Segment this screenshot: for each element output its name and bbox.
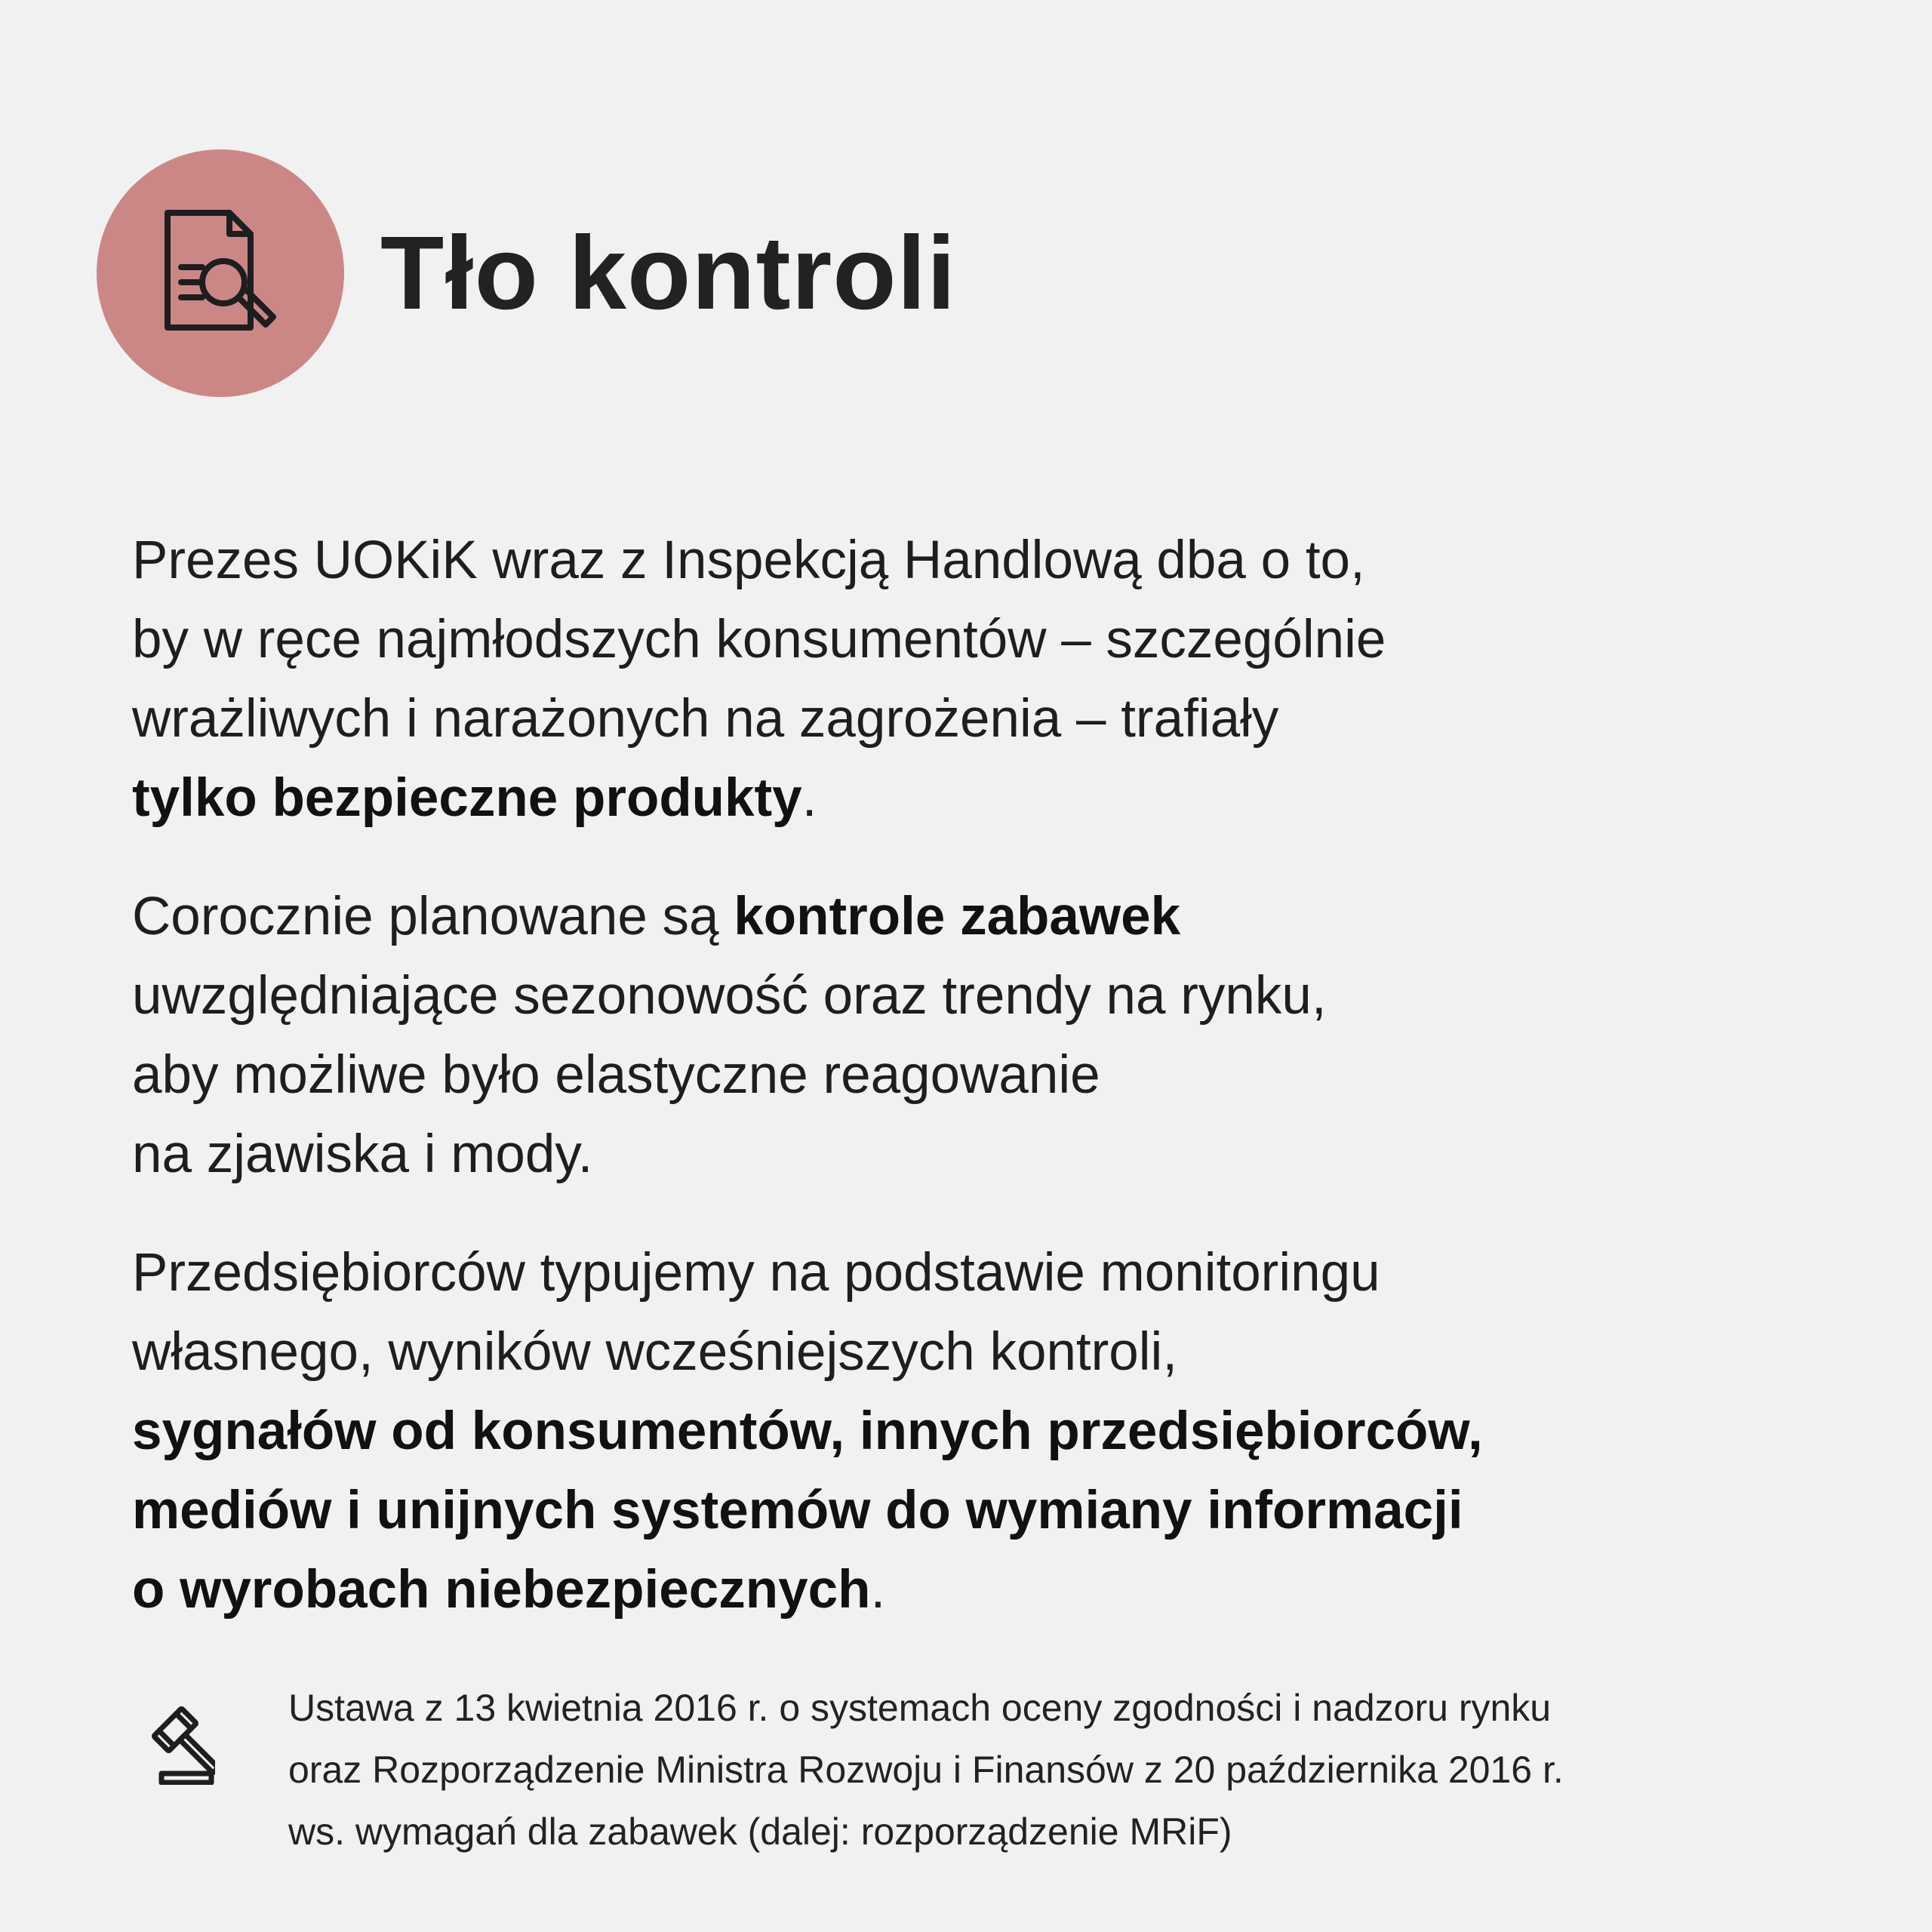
page-title: Tło kontroli: [380, 215, 957, 331]
paragraph-intro: [132, 521, 1868, 838]
text-line: Przedsiębiorców typujemy na podstawie monitoringu: [132, 1243, 1380, 1303]
punctuation: .: [801, 768, 817, 828]
text-line: na zjawiska i mody.: [132, 1124, 593, 1184]
text-line: [132, 758, 1868, 838]
text-line: [132, 877, 1868, 956]
bold-text: kontrole zabawek: [734, 887, 1181, 946]
legal-note: [128, 1677, 1564, 1863]
text-line: Prezes UOKiK wraz z Inspekcją Handlową dba o to,: [132, 531, 1365, 590]
paragraph-annual-controls: [132, 877, 1868, 1194]
text-line: [132, 1392, 1868, 1471]
bold-text: mediów i unijnych systemów do wymiany informacji: [132, 1481, 1463, 1540]
text-line: aby możliwe było elastyczne reagowanie: [132, 1045, 1100, 1105]
main-content: [132, 521, 1868, 1669]
header: [97, 149, 956, 397]
text-line: [132, 1471, 1868, 1550]
text-line: uwzględniające sezonowość oraz trendy na rynku,: [132, 966, 1327, 1026]
bold-text: o wyrobach niebezpiecznych: [132, 1560, 871, 1620]
document-search-icon: [145, 198, 296, 349]
plain-text: Corocznie planowane są: [132, 887, 734, 946]
punctuation: .: [870, 1560, 886, 1620]
text-line: by w ręce najmłodszych konsumentów – szczególnie: [132, 610, 1386, 669]
legal-text: [288, 1677, 1564, 1863]
text-line: [132, 1550, 1868, 1629]
header-icon-badge: [97, 149, 344, 397]
bold-text: tylko bezpieczne produkty: [132, 768, 802, 828]
bold-text: sygnałów od konsumentów, innych przedsiębiorców,: [132, 1401, 1483, 1461]
text-line: oraz Rozporządzenie Ministra Rozwoju i Finansów z 20 października 2016 r.: [288, 1749, 1564, 1791]
text-line: Ustawa z 13 kwietnia 2016 r. o systemach oceny zgodności i nadzoru rynku: [288, 1687, 1552, 1729]
text-line: wrażliwych i narażonych na zagrożenia – trafiały: [132, 689, 1279, 749]
paragraph-selection: [132, 1233, 1868, 1629]
text-line: własnego, wyników wcześniejszych kontroli,: [132, 1322, 1178, 1382]
text-line: ws. wymagań dla zabawek (dalej: rozporządzenie MRiF): [288, 1810, 1232, 1853]
gavel-icon: [128, 1698, 215, 1785]
